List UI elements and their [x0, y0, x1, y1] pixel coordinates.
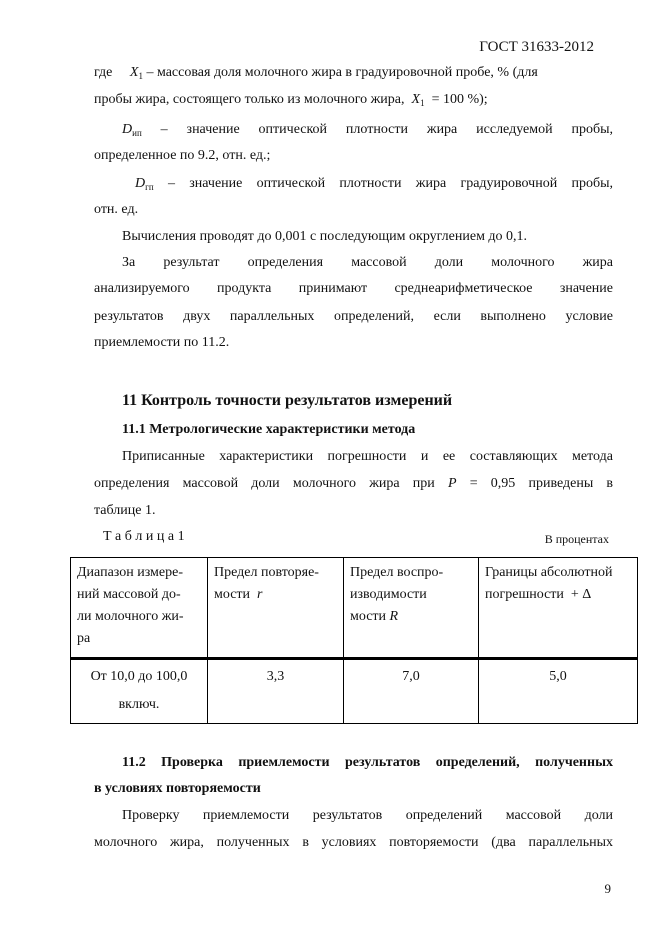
section-11-2-para-line1: Проверку приемлемости результатов определений массовой доли: [122, 808, 613, 823]
x1-subscript-inline: 1: [420, 98, 425, 108]
header-reproducibility-line: изводимости: [350, 587, 427, 602]
table-header-row: [71, 558, 638, 659]
definition-x1-line1: [94, 64, 613, 82]
header-reproducibility-line: Предел воспро-: [350, 565, 444, 580]
cell-reproducibility: 7,0: [344, 659, 479, 724]
dgp-symbol: D: [135, 176, 146, 191]
header-reproducibility-line: [350, 606, 472, 628]
header-range-line: Диапазон измере-: [77, 565, 183, 580]
section-11-heading: 11 Контроль точности результатов измерений: [122, 392, 453, 409]
header-repeatability: [208, 558, 344, 659]
cell-range: [71, 659, 208, 724]
header-range-line: ний массовой до-: [77, 587, 181, 602]
dip-symbol: D: [122, 122, 133, 137]
dgp-subscript: гп: [145, 182, 154, 192]
header-error-line: Границы абсолютной: [485, 565, 613, 580]
table-1: [70, 557, 638, 724]
header-error-bounds: [479, 558, 638, 659]
definition-dgp-line1: [135, 175, 613, 193]
header-error-line: [485, 584, 631, 606]
repeatability-symbol: r: [257, 587, 263, 602]
header-range-line: ли молочного жи-: [77, 609, 184, 624]
x1-subscript: 1: [138, 71, 143, 81]
cell-repeatability: 3,3: [208, 659, 344, 724]
cell-error-bounds: 5,0: [479, 659, 638, 724]
section-11-1-para-line1: Приписанные характеристики погрешности и ее составляющих метода: [122, 449, 613, 464]
definition-dip-line2: определенное по 9.2, отн. ед.;: [94, 148, 271, 163]
header-error-text: погрешности: [485, 587, 564, 602]
x1-description-cont: пробы жира, состоящего только из молочного жира,: [94, 92, 405, 107]
header-reproducibility: [344, 558, 479, 659]
header-repeatability-line: [214, 584, 337, 606]
table-units: В процентах: [544, 532, 609, 546]
section-11-2-heading-line2: в условиях повторяемости: [94, 781, 261, 796]
section-11-2-para-line2: молочного жира, полученных в условиях повторяемости (два параллельных: [94, 835, 613, 850]
header-repeatability-text: мости: [214, 587, 251, 602]
x1-symbol-inline: X: [411, 92, 421, 107]
x1-value: = 100 %);: [431, 92, 488, 107]
result-paragraph-line2: анализируемого продукта принимают среднеарифметическое значение: [94, 281, 613, 296]
x1-symbol: X: [129, 65, 139, 80]
dip-description: – значение оптической плотности жира исследуемой пробы,: [160, 122, 613, 137]
dgp-description: – значение оптической плотности жира градуировочной пробы,: [167, 176, 614, 191]
x1-description: – массовая доля молочного жира в градуировочной пробе, % (для: [146, 65, 538, 80]
document-standard-number: ГОСТ 31633-2012: [479, 39, 594, 55]
where-word: где: [94, 65, 113, 80]
header-range-line: ра: [77, 631, 91, 646]
definition-x1-line2: [94, 91, 488, 109]
para-text-cont: = 0,95 приведены в: [469, 476, 614, 491]
section-11-1-para-line2: [94, 475, 613, 493]
section-11-1-heading: 11.1 Метрологические характеристики метода: [122, 422, 416, 437]
section-11-2-heading-line1: 11.2 Проверка приемлемости результатов определений, полученных: [122, 755, 613, 770]
header-repeatability-line: Предел повторяе-: [214, 565, 319, 580]
header-range: [71, 558, 208, 659]
definition-dip-line1: [122, 121, 613, 139]
table-row: [71, 659, 638, 724]
table-caption: Т а б л и ц а 1: [103, 529, 185, 544]
reproducibility-symbol: R: [389, 609, 399, 624]
header-reproducibility-text: мости: [350, 609, 387, 624]
result-paragraph-line4: приемлемости по 11.2.: [94, 335, 230, 350]
section-11-1-para-line3: таблице 1.: [94, 503, 156, 518]
definition-dgp-line2: отн. ед.: [94, 202, 139, 217]
page-number: 9: [604, 881, 611, 896]
cell-range-line1: От 10,0 до 100,0: [90, 669, 188, 684]
probability-symbol: P: [447, 476, 457, 491]
result-paragraph-line3: результатов двух параллельных определений, если выполнено условие: [94, 309, 613, 324]
dip-subscript: ип: [132, 128, 142, 138]
para-text: определения массовой доли молочного жира при: [94, 476, 435, 491]
result-paragraph-line1: За результат определения массовой доли молочного жира: [122, 255, 613, 270]
error-symbol: + Δ: [570, 587, 592, 602]
cell-range-line2: включ.: [118, 697, 160, 712]
calculation-note: Вычисления проводят до 0,001 с последующим округлением до 0,1.: [122, 229, 528, 244]
